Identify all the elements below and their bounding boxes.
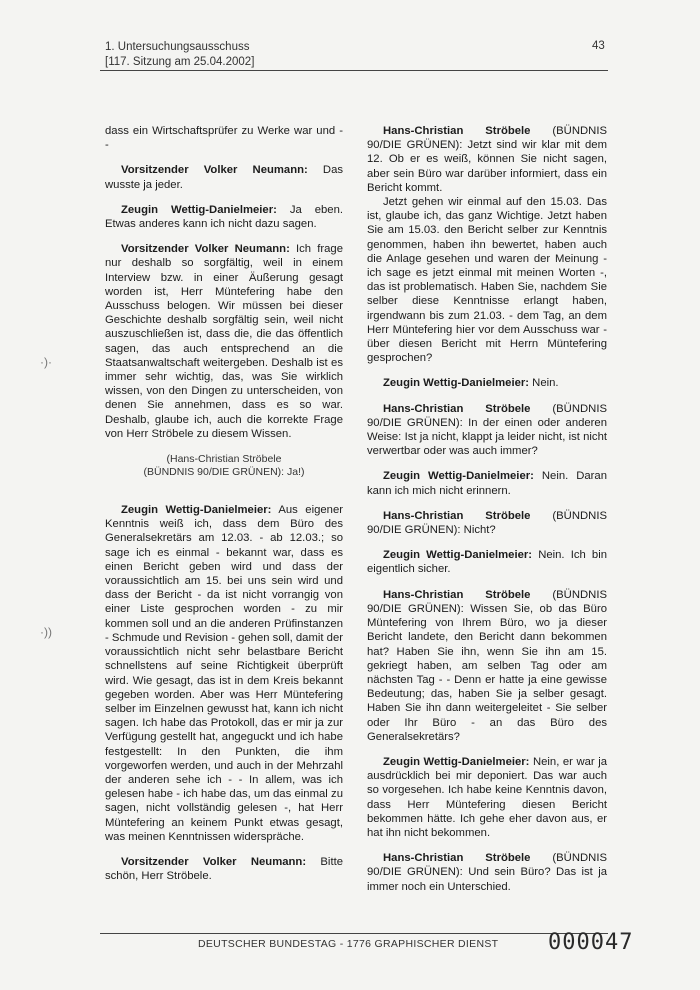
paragraph	[367, 469, 607, 497]
speaker-name: Hans-Christian Ströbele	[383, 588, 531, 601]
footer-divider	[100, 933, 608, 934]
paragraph	[105, 503, 343, 844]
paragraph	[367, 548, 607, 576]
speaker-name: Vorsitzender Volker Neumann:	[121, 164, 308, 177]
page-number: 43	[592, 40, 605, 52]
committee-name: 1. Untersuchungsausschuss	[105, 41, 250, 53]
speech-text: Nein. Daran kann ich mich nicht erinnern.	[367, 470, 607, 497]
left-column	[105, 124, 343, 894]
speaker-name: Hans-Christian Ströbele	[383, 402, 531, 415]
speaker-name: Zeugin Wettig-Danielmeier:	[383, 377, 530, 390]
interjection-line: (BÜNDNIS 90/DIE GRÜNEN): Ja!)	[143, 466, 305, 479]
paragraph	[105, 242, 343, 441]
paragraph	[105, 163, 343, 191]
speaker-name: Vorsitzender Volker Neumann:	[121, 243, 290, 256]
speaker-name: Vorsitzender Volker Neumann:	[121, 855, 307, 868]
header-divider	[100, 70, 608, 71]
interjection-line: (Hans-Christian Ströbele	[166, 453, 282, 466]
speaker-name: Zeugin Wettig-Danielmeier:	[121, 203, 277, 216]
right-column	[367, 124, 607, 905]
speech-text: (BÜNDNIS 90/DIE GRÜNEN): In der einen oder anderen Weise: Ist ja nicht, klappt ja leider nicht, ist nicht verwertbar oder was auch immer?	[367, 402, 607, 458]
speaker-name: Hans-Christian Ströbele	[383, 852, 531, 865]
paragraph	[367, 124, 607, 195]
speech-text: (BÜNDNIS 90/DIE GRÜNEN): Nicht?	[367, 509, 607, 537]
speech-text: Nein. Ich bin eigentlich sicher.	[367, 549, 607, 576]
speech-text: (BÜNDNIS 90/DIE GRÜNEN): Wissen Sie, ob das Büro Müntefering von Ihrem Büro, wo ja dieser Bericht landete, den Bericht dann bekommen hat? Haben Sie ihn, wenn Sie ihn am 15. gekriegt haben, am selben Tag oder am nächsten Tag - - Denn er hatte ja eine gewisse Bedeutung; das, haben Sie ja selber gesagt. Haben Sie ihn dann weitergeleitet - Sie selber oder Ihr Büro - an das Büro des Generalsekretärs?	[367, 588, 607, 743]
paragraph	[367, 376, 607, 390]
paragraph	[367, 509, 607, 537]
speaker-name: Hans-Christian Ströbele	[383, 125, 531, 137]
speaker-name: Zeugin Wettig-Danielmeier:	[121, 504, 272, 517]
speech-text: (BÜNDNIS 90/DIE GRÜNEN): Und sein Büro? Das ist ja immer noch ein Unterschied.	[367, 852, 607, 893]
footer-text: DEUTSCHER BUNDESTAG - 1776 GRAPHISCHER DIENST	[198, 938, 499, 950]
paragraph: dass ein Wirtschaftsprüfer zu Werke war und - -	[105, 125, 343, 152]
speech-text: Ich frage nur deshalb so sorgfältig, weil in einem Interview bzw. in einer Äußerung gesagt worden ist, Herr Müntefering habe den Ausschuss belogen. Wir müssen bei dieser Geschichte deshalb sorgfältig sein, weil nicht auszuschließen ist, dass die, die das öffentlich sagen, das auch entsprechend an die Staatsanwaltschaft weitergeben. Deshalb ist es immer sehr wichtig, das, was Sie wirklich wissen, von den Dingen zu unterscheiden, von denen Sie annehmen, dass es so war. Deshalb, glaube ich, auch die korrekte Frage von Herr Ströbele zu diesem Wissen.	[105, 243, 343, 440]
speech-text: (BÜNDNIS 90/DIE GRÜNEN): Jetzt sind wir klar mit dem 12. Ob er es weiß, können Sie nicht sagen, aber sein Büro war darüber informiert, dass ein Bericht kommt.	[367, 125, 607, 194]
speaker-name: Hans-Christian Ströbele	[383, 509, 531, 522]
speech-text: Ja eben. Etwas anderes kann ich nicht dazu sagen.	[105, 203, 343, 231]
speaker-name: Zeugin Wettig-Danielmeier:	[383, 470, 534, 483]
speech-text: Aus eigener Kenntnis weiß ich, dass dem Büro des Generalsekretärs am 12.03. - ab 12.03.; so sage ich es einmal - bekannt war, dass es einen Bericht geben wird und dass der voraussichtlich am 15. bei uns sein wird und dass der Bericht - da ist nicht vorrangig von einer Liste gesprochen worden - zu mir kommen soll und an die anderen Prüfinstanzen - Schmude und Revision - gehen soll, damit der voraussichtlich nicht sehr belastbare Bericht schnellstens auf seine Richtigkeit überprüft wird. Wie gesagt, das ist in dem Kreis bekannt gegeben worden. Aber was Herr Müntefering selber im Einzelnen gewusst hat, kann ich nicht sagen. Ich habe das Protokoll, das er mir ja zur Verfügung gestellt hat, angeguckt und ich habe festgestellt: In den Punkten, die ihm vorgeworfen werden, und auch in der Mehrzahl der anderen sehe ich - - In allem, was ich gelesen habe - ich habe das, um das einmal zu sagen, nicht vollständig gelesen -, hat Herr Müntefering an keinem Punkt etwas gesagt, was meinen Kenntnissen widerspräche.	[105, 504, 343, 843]
speaker-name: Zeugin Wettig-Danielmeier:	[383, 755, 530, 768]
scan-mark-icon: ·)·	[40, 355, 52, 369]
scan-mark-icon: ·))	[40, 625, 52, 639]
interjection	[105, 453, 343, 479]
paragraph	[367, 755, 607, 840]
speech-text: Das wusste ja jeder.	[105, 164, 343, 191]
speech-text: Bitte schön, Herr Ströbele.	[105, 855, 344, 883]
page-header	[105, 40, 254, 70]
paragraph	[367, 588, 607, 744]
paragraph	[105, 203, 343, 231]
paragraph	[105, 855, 343, 883]
speech-text: Nein, er war ja ausdrücklich bei mir deponiert. Das war auch so vorgesehen. Ich habe keine Kenntnis davon, dass Herr Müntefering diesen Bericht bekommen hätte. Ich gehe eher davon aus, er hat ihn nicht bekommen.	[367, 755, 607, 839]
paragraph	[367, 851, 607, 894]
session-info: [117. Sitzung am 25.04.2002]	[105, 56, 255, 68]
speech-text: Nein.	[529, 377, 559, 390]
paragraph: Jetzt gehen wir einmal auf den 15.03. Das ist, glaube ich, das ganz Wichtige. Jetzt haben Sie am 15.03. den Bericht selber zur Kenntnis genommen, haben ihn bewertet, haben auch die Anlage gesehen und waren der Meinung - ich sage es jetzt einmal mit meinen Worten -, das ist problematisch. Haben Sie, nachdem Sie selber diese Kenntnisse erlangt haben, irgendwann bis zum 21.03. - dem Tag, an dem Herr Müntefering hier vor dem Ausschuss war - über diesen Bericht mit Herrn Müntefering gesprochen?	[367, 196, 607, 365]
speaker-name: Zeugin Wettig-Danielmeier:	[383, 549, 533, 562]
paragraph	[367, 402, 607, 459]
document-code: 000047	[548, 930, 634, 955]
